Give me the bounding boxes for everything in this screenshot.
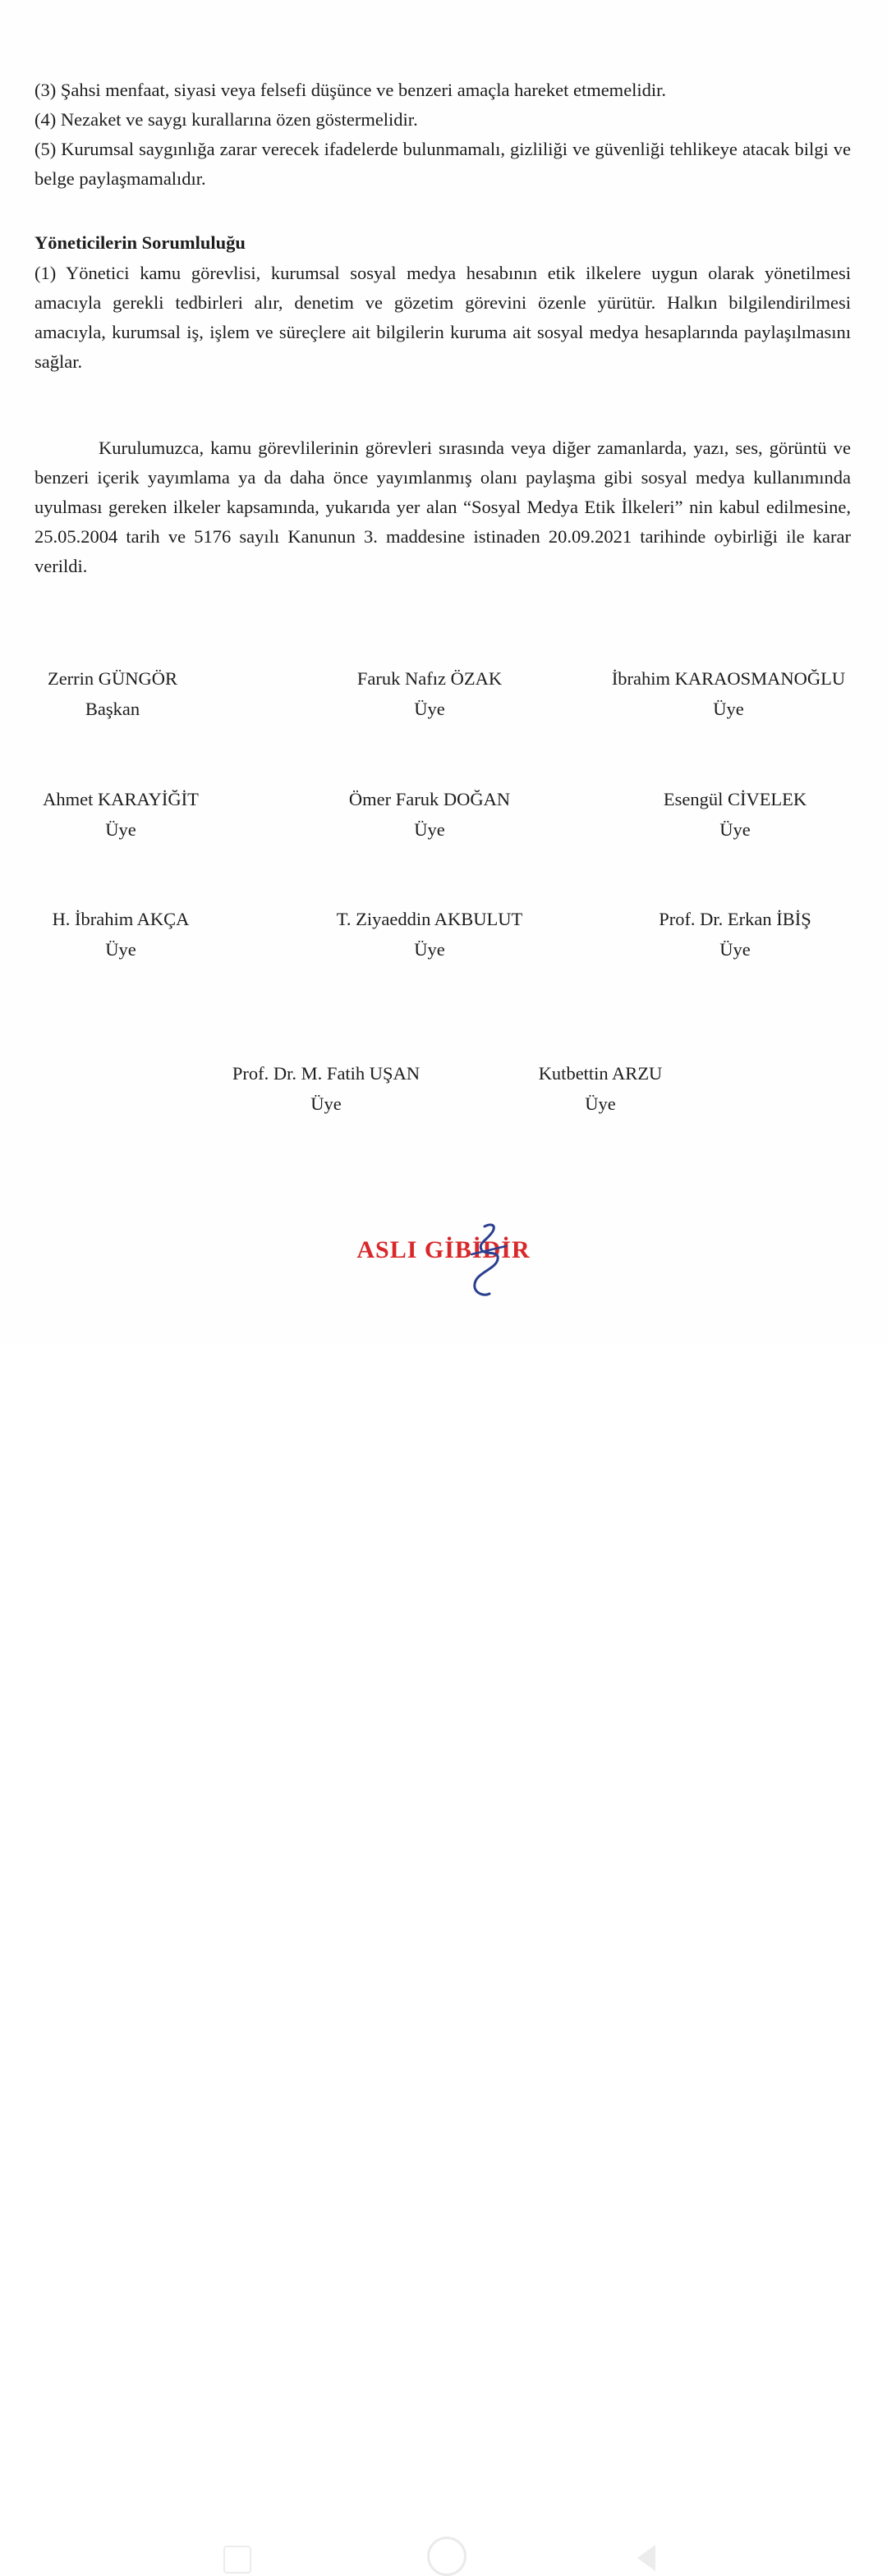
signatory-role: Üye bbox=[719, 939, 751, 960]
signatory-role: Üye bbox=[414, 699, 445, 719]
signatory-3 bbox=[597, 663, 860, 724]
manager-paragraph: (1) Yönetici kamu görevlisi, kurumsal sosyal medya hesabının etik ilkelere uygun olarak yönetilmesi amacıyla gerekli tedbirleri alır, denetim ve gözetim görevini özenle yürütür. Halkın bilgilendirilmesi amacıyla, kurumsal iş, işlem ve süreçlere ait bilgilerin kuruma ait sosyal medya hesaplarında paylaşılmasını sağlar. bbox=[34, 263, 851, 372]
signatory-name: Esengül CİVELEK bbox=[663, 789, 807, 809]
item-4: (4) Nezaket ve saygı kurallarına özen göstermelidir. bbox=[34, 109, 418, 130]
top-items bbox=[34, 76, 851, 194]
signatory-name: Prof. Dr. M. Fatih UŞAN bbox=[232, 1063, 421, 1084]
signatory-10 bbox=[195, 1058, 457, 1119]
signatory-6 bbox=[604, 784, 866, 845]
recents-icon[interactable] bbox=[223, 2546, 251, 2574]
signatory-name: Zerrin GÜNGÖR bbox=[47, 668, 178, 689]
item-5: (5) Kurumsal saygınlığa zarar verecek ifadelerde bulunmamalı, gizliliği ve güvenliği tehlikeye atacak bilgi ve belge paylaşmamalıdır. bbox=[34, 139, 851, 189]
signatory-5 bbox=[298, 784, 561, 845]
home-icon[interactable] bbox=[427, 2537, 466, 2576]
signatory-name: T. Ziyaeddin AKBULUT bbox=[336, 909, 523, 929]
signatory-name: Prof. Dr. Erkan İBİŞ bbox=[659, 909, 811, 929]
signatory-role: Üye bbox=[719, 819, 751, 840]
signatory-role: Üye bbox=[713, 699, 744, 719]
signatory-name: Faruk Nafız ÖZAK bbox=[356, 668, 503, 689]
signatory-role: Üye bbox=[414, 939, 445, 960]
signatory-name: Ömer Faruk DOĞAN bbox=[348, 789, 511, 809]
signatory-7 bbox=[0, 904, 252, 965]
signatory-role: Başkan bbox=[85, 699, 140, 719]
signatory-1 bbox=[0, 663, 244, 724]
section-heading: Yöneticilerin Sorumluluğu bbox=[34, 232, 246, 253]
decision-paragraph: Kurulumuzca, kamu görevlilerinin görevleri sırasında veya diğer zamanlarda, yazı, ses, görüntü ve benzeri içerik yayımlama ya da daha önce yayımlanmış olanı paylaşma gibi sosyal medya kullanımında uyulması gereken ilkeler kapsamında, yukarıda yer alan “Sosyal Medya Etik İlkeleri” nin kabul edilmesine, 25.05.2004 tarih ve 5176 sayılı Kanunun 3. maddesine istinaden 20.09.2021 tarihinde oybirliği ile karar verildi. bbox=[34, 438, 851, 576]
signatory-2 bbox=[298, 663, 561, 724]
signatory-8 bbox=[298, 904, 561, 965]
signatory-name: H. İbrahim AKÇA bbox=[52, 909, 190, 929]
signatory-name: Kutbettin ARZU bbox=[538, 1063, 663, 1084]
system-nav-bar bbox=[0, 1264, 887, 1345]
signatory-role: Üye bbox=[414, 819, 445, 840]
item-3: (3) Şahsi menfaat, siyasi veya felsefi düşünce ve benzeri amaçla hareket etmemelidir. bbox=[34, 80, 667, 100]
signatory-4 bbox=[0, 784, 252, 845]
back-icon[interactable] bbox=[637, 2545, 655, 2571]
signatory-role: Üye bbox=[585, 1093, 616, 1114]
signatory-11 bbox=[469, 1058, 732, 1119]
signatory-role: Üye bbox=[105, 939, 136, 960]
signatory-9 bbox=[604, 904, 866, 965]
signatory-role: Üye bbox=[105, 819, 136, 840]
certified-copy-stamp: ASLI GİBİDİR bbox=[356, 1236, 531, 1263]
signatory-role: Üye bbox=[310, 1093, 342, 1114]
signatory-name: Ahmet KARAYİĞİT bbox=[43, 789, 199, 809]
signatory-name: İbrahim KARAOSMANOĞLU bbox=[611, 668, 846, 689]
